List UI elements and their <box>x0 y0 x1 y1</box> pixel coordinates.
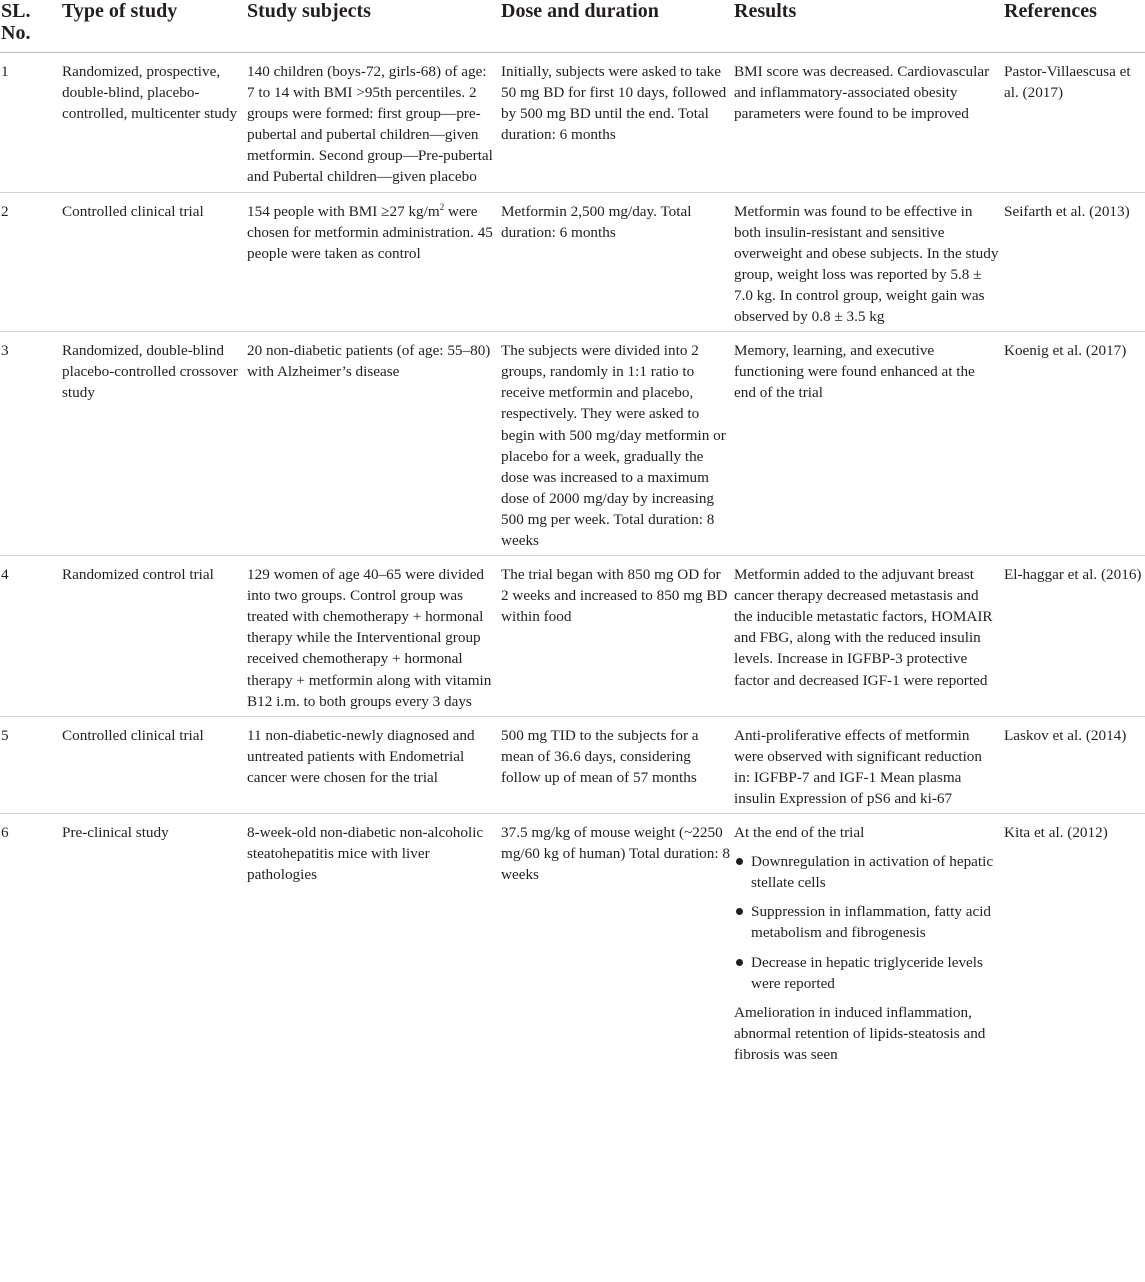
cell-dose-duration: The trial began with 850 mg OD for 2 weeks and increased to 850 mg BD within food <box>499 556 732 717</box>
cell-study-subjects: 129 women of age 40–65 were divided into two groups. Control group was treated with chemotherapy + hormonal therapy while the Interventional group received chemotherapy + hormonal therapy + metformin along with vitamin B12 i.m. to both groups every 3 days <box>245 556 499 717</box>
table-row <box>0 814 1145 1069</box>
cell-sl-no: 1 <box>0 53 60 193</box>
bullet-text: Suppression in inflammation, fatty acid metabolism and fibrogenesis <box>751 903 992 942</box>
bullet-text: Decrease in hepatic triglyceride levels were reported <box>751 953 983 992</box>
cell-type-of-study: Controlled clinical trial <box>60 192 245 332</box>
header-row <box>0 0 1145 53</box>
cell-results: BMI score was decreased. Cardiovascular and inflammatory-associated obesity parameters were found to be improved <box>732 53 1002 193</box>
bullet-icon <box>736 959 743 966</box>
table-header <box>0 0 1145 53</box>
header-study-subjects: Study subjects <box>245 0 499 53</box>
cell-study-subjects <box>245 192 499 332</box>
list-item <box>734 901 1000 943</box>
bullet-icon <box>736 908 743 915</box>
cell-study-subjects: 11 non-diabetic-newly diagnosed and untreated patients with Endometrial cancer were chosen for the trial <box>245 716 499 813</box>
cell-sl-no: 3 <box>0 332 60 556</box>
cell-results <box>732 814 1002 1069</box>
cell-reference: Koenig et al. (2017) <box>1002 332 1145 556</box>
header-results: Results <box>732 0 1002 53</box>
cell-sl-no: 5 <box>0 716 60 813</box>
table-row <box>0 332 1145 556</box>
subjects-text-cont: were chosen for metformin administration. 45 people were taken as control <box>247 202 493 262</box>
header-sl-no: SL. No. <box>0 0 60 53</box>
subjects-text: 154 people with BMI ≥27 kg/m <box>247 202 440 220</box>
cell-sl-no: 4 <box>0 556 60 717</box>
cell-dose-duration: 37.5 mg/kg of mouse weight (~2250 mg/60 kg of human) Total duration: 8 weeks <box>501 824 730 884</box>
cell-study-subjects: 20 non-diabetic patients (of age: 55–80) with Alzheimer’s disease <box>245 332 499 556</box>
cell-type-of-study: Pre-clinical study <box>62 824 169 842</box>
cell-reference: Kita et al. (2012) <box>1004 824 1108 842</box>
cell-type-of-study: Randomized, prospective, double-blind, placebo-controlled, multicenter study <box>60 53 245 193</box>
table-row <box>0 716 1145 813</box>
results-intro: At the end of the trial <box>734 824 865 842</box>
cell-reference: Laskov et al. (2014) <box>1002 716 1145 813</box>
cell-reference: Pastor-Villaescusa et al. (2017) <box>1002 53 1145 193</box>
cell-dose-duration: Metformin 2,500 mg/day. Total duration: 6 months <box>499 192 732 332</box>
results-outro: Amelioration in induced inflammation, abnormal retention of lipids-steatosis and fibrosis was seen <box>734 1003 986 1063</box>
table-row <box>0 556 1145 717</box>
cell-sl-no: 2 <box>0 192 60 332</box>
cell-dose-duration: Initially, subjects were asked to take 50 mg BD for first 10 days, followed by 500 mg BD until the end. Total duration: 6 months <box>499 53 732 193</box>
cell-results: Memory, learning, and executive functioning were found enhanced at the end of the trial <box>732 332 1002 556</box>
cell-type-of-study: Randomized, double-blind placebo-controlled crossover study <box>60 332 245 556</box>
superscript: 2 <box>439 201 445 212</box>
cell-reference: Seifarth et al. (2013) <box>1002 192 1145 332</box>
cell-dose-duration: The subjects were divided into 2 groups, randomly in 1:1 ratio to receive metformin and placebo, respectively. They were asked to begin with 500 mg/day metformin or placebo for a week, gradually the dose was increased to a maximum dose of 2000 mg/day by increasing 500 mg per week. Total duration: 8 weeks <box>499 332 732 556</box>
cell-results: Metformin was found to be effective in both insulin-resistant and sensitive overweight and obese subjects. In the study group, weight loss was reported by 5.8 ± 7.0 kg. In control group, weight gain was observed by 0.8 ± 3.5 kg <box>732 192 1002 332</box>
list-item <box>734 952 1000 994</box>
header-type-of-study: Type of study <box>60 0 245 53</box>
cell-type-of-study: Controlled clinical trial <box>60 716 245 813</box>
cell-reference: El-haggar et al. (2016) <box>1002 556 1145 717</box>
cell-study-subjects: 140 children (boys-72, girls-68) of age: 7 to 14 with BMI >95th percentiles. 2 groups were formed: first group—pre-pubertal and pubertal children—given metformin. Second group—Pre-pubertal and Pubertal children—given placebo <box>245 53 499 193</box>
bullet-icon <box>736 858 743 865</box>
table-row <box>0 53 1145 193</box>
bullet-text: Downregulation in activation of hepatic stellate cells <box>751 853 994 892</box>
cell-results: Anti-proliferative effects of metformin were observed with significant reduction in: IGFBP-7 and IGF-1 Mean plasma insulin Expression of pS6 and ki-67 <box>732 716 1002 813</box>
cell-study-subjects: 8-week-old non-diabetic non-alcoholic steatohepatitis mice with liver pathologies <box>247 824 484 884</box>
cell-sl-no: 6 <box>1 824 9 842</box>
results-bullet-list <box>734 851 1000 994</box>
header-references: References <box>1002 0 1145 53</box>
table-body <box>0 53 1145 1070</box>
table-row <box>0 192 1145 332</box>
cell-type-of-study: Randomized control trial <box>60 556 245 717</box>
cell-dose-duration: 500 mg TID to the subjects for a mean of 36.6 days, considering follow up of mean of 57 months <box>499 716 732 813</box>
cell-results: Metformin added to the adjuvant breast cancer therapy decreased metastasis and the inducible metastatic factors, HOMAIR and FBG, along with the reduced insulin levels. Increase in IGFBP-3 protective factor and decreased IGF-1 were reported <box>732 556 1002 717</box>
list-item <box>734 851 1000 893</box>
header-dose-duration: Dose and duration <box>499 0 732 53</box>
